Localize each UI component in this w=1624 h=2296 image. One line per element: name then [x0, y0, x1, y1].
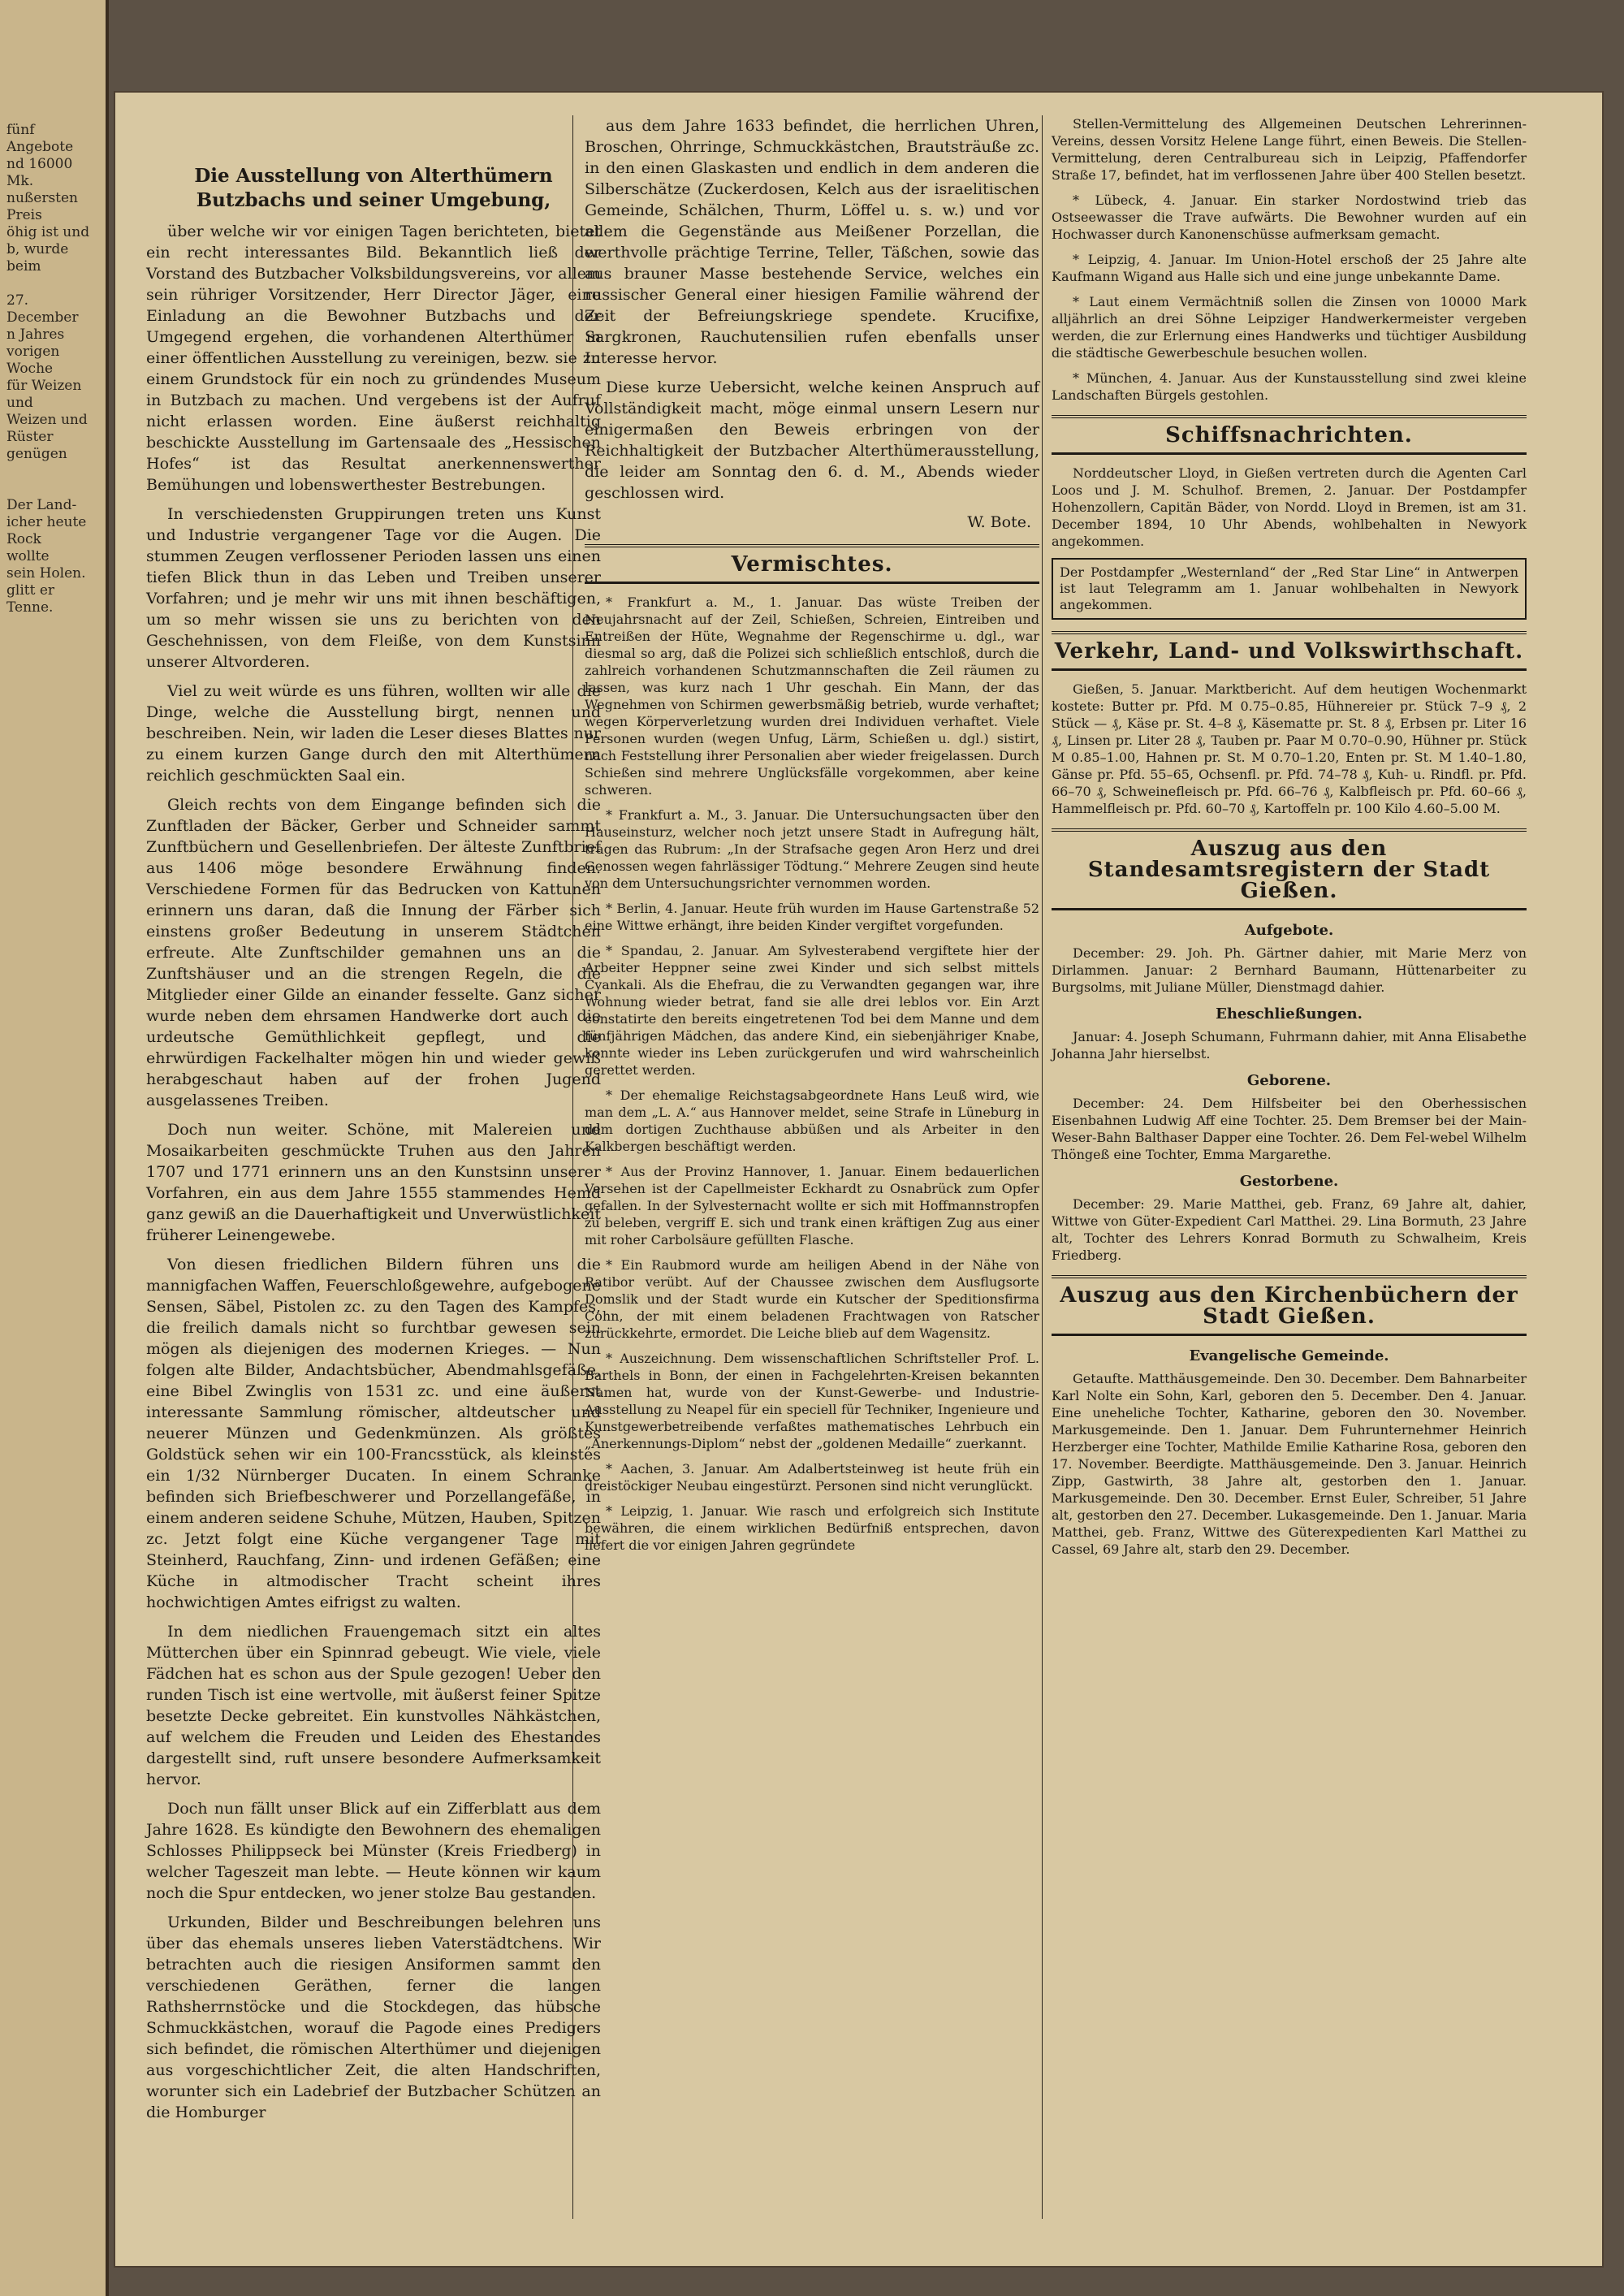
news-item: * Aachen, 3. Januar. Am Adalbertsteinweg ist heute früh ein dreistöckiger Neubau eingestürzt. Personen sind nicht verunglückt. — [585, 1461, 1039, 1494]
registry-subheading: Gestorbene. — [1239, 1173, 1339, 1190]
section-heading-vermischtes: Vermischtes. — [585, 544, 1039, 584]
section-heading-registry: Auszug aus den Standesamtsregistern der Stadt Gießen. — [1052, 828, 1527, 910]
church-subheading: Evangelische Gemeinde. — [1189, 1347, 1389, 1364]
registry-subheading: Aufgebote. — [1244, 922, 1334, 939]
article-paragraph: aus dem Jahre 1633 befindet, die herrlichen Uhren, Broschen, Ohrringe, Schmuckkästchen, Brautsträuße zc. in den einen Glaskasten und endlich in dem anderen die Silberschätze (Zuckerdosen, Kelch aus der israelitischen Gemeinde, Schälchen, Thurm, Löffel u. s. w.) und vor allem die Gegenstände aus Meißener Porzellan, die werthvolle prächtige Terrine, Teller, Täßchen, sowie das aus brauner Masse bestehende Service, welches ein russischer General einer hiesigen Familie während der Zeit der Befreiungskriege spendete. Krucifixe, Sargkronen, Rauchutensilien rufen ebenfalls unser Interesse hervor. — [585, 117, 1039, 367]
registry-entry: December: 29. Marie Matthei, geb. Franz, 69 Jahre alt, dahier, Wittwe von Güter-Expedient Carl Matthei. 29. Lina Bormuth, 23 Jahre alt, Tochter des Lehrers Konrad Bormuth zu Schwalheim, Kreis Friedberg. — [1052, 1196, 1527, 1263]
column-3 — [1052, 115, 1527, 1566]
column-rule — [1042, 115, 1043, 2219]
article-paragraph: In dem niedlichen Frauengemach sitzt ein altes Mütterchen über ein Spinnrad gebeugt. Wie viele, viele Fädchen hat es schon aus der Spule gezogen! Ueber den runden Tisch ist eine wertvolle, mit äußerst feiner Spitze besetzte Decke gebreitet. Ein kunstvolles Nähkästchen, auf welchem die Freuden und Leiden des Ehestandes dargestellt sind, ruft unsere besondere Aufmerksamkeit hervor. — [146, 1623, 601, 1788]
news-item: * Frankfurt a. M., 1. Januar. Das wüste Treiben der Neujahrsnacht auf der Zeil, Schießen, Schreien, Eintreiben und Entreißen der Hüte, Wegnahme der Regenschirme u. dgl., war diesmal so arg, daß die Polizei sich schließlich entschloß, durch die zahlreich vorhandenen Schutzmannschaften die Zeil räumen zu lassen, was kurz nach 1 Uhr geschah. Ein Mann, der das Wegnehmen von Schirmen gewerbsmäßig betrieb, wurde verhaftet; wegen Körperverletzung wurden drei Individuen verhaftet. Viele Personen wurden (wegen Unfug, Lärm, Schießen u. dgl.) sistirt, nach Feststellung ihrer Personalien aber wieder freigelassen. Durch Schießen sind mehrere Unglücksfälle vorgekommen, aber keine schweren. — [585, 595, 1039, 798]
column-2 — [585, 115, 1039, 1562]
registry-subheading: Geborene. — [1246, 1072, 1332, 1089]
news-item: Stellen-Vermittelung des Allgemeinen Deutschen Lehrerinnen-Vereins, dessen Vorsitz Helene Lange führt, einen Beweis. Die Stellen-Vermittelung, deren Centralbureau sich in Leipzig, Pfaffendorfer Straße 17, befindet, hat im verflossenen Jahre über 400 Stellen besetzt. — [1052, 116, 1527, 183]
news-item: * Lübeck, 4. Januar. Ein starker Nordostwind trieb das Ostseewasser die Trave aufwärts. Die Bewohner wurden auf ein Hochwasser durch Kanonenschüsse aufmerksam gemacht. — [1052, 192, 1527, 242]
section-heading-church: Auszug aus den Kirchenbüchern der Stadt Gießen. — [1052, 1275, 1527, 1336]
article-paragraph: über welche wir vor einigen Tagen berichteten, bietet ein recht interessantes Bild. Bekanntlich ließ der Vorstand des Butzbacher Volksbildungsvereins, vor allem sein rühriger Vorsitzender, Herr Director Jäger, eine Einladung an die Bewohner Butzbachs und der Umgegend ergehen, die vorhandenen Alterthümer in einer öffentlichen Ausstellung zu vereinigen, bezw. sie zu einem Grundstock für ein noch zu gründendes Museum in Butzbach zu machen. Und vergebens ist der Aufruf nicht erlassen worden. Eine äußerst reichhaltig beschickte Ausstellung im Gartensaale des „Hessischen Hofes“ ist das Resultat anerkennenswerther Bemühungen und lobenswerthester Bestrebungen. — [146, 223, 601, 494]
news-item: * Laut einem Vermächtniß sollen die Zinsen von 10000 Mark alljährlich an drei Söhne Leipziger Handwerkermeister vergeben werden, die zur Erlernung eines Handwerks und tüchtiger Ausbildung die städtische Gewerbeschule besuchen wollen. — [1052, 294, 1527, 361]
news-item: * Aus der Provinz Hannover, 1. Januar. Einem bedauerlichen Versehen ist der Capellmeister Eckhardt zu Osnabrück zum Opfer gefallen. In der Sylvesternacht wollte er sich mit Hoffmannstropfen zu beleben, vergriff E. sich und trank einen kräftigen Zug aus einer mit roher Carbolsäure gefüllten Flasche. — [585, 1164, 1039, 1247]
article-headline: Die Ausstellung von Alterthümern Butzbachs und seiner Umgebung, — [194, 165, 553, 211]
news-item: * Leipzig, 4. Januar. Im Union-Hotel erschoß der 25 Jahre alte Kaufmann Wigand aus Halle sich und eine junge unbekannte Dame. — [1052, 252, 1527, 284]
news-item: * München, 4. Januar. Aus der Kunstausstellung sind zwei kleine Landschaften Bürgels gestohlen. — [1052, 370, 1527, 403]
news-item: * Der ehemalige Reichstagsabgeordnete Hans Leuß wird, wie man dem „L. A.“ aus Hannover meldet, seine Strafe in Lüneburg in dem dortigen Zuchthause abbüßen und als Arbeiter in den Kalkbergen beschäftigt werden. — [585, 1087, 1039, 1154]
ship-notice-box: Der Postdampfer „Westernland“ der „Red Star Line“ in Antwerpen ist laut Telegramm am 1. Januar wohlbehalten in Newyork angekommen. — [1052, 558, 1527, 620]
news-item: * Leipzig, 1. Januar. Wie rasch und erfolgreich sich Institute bewähren, die einem wirklichen Bedürfniß entsprechen, davon liefert die vor einigen Jahren gegründete — [585, 1503, 1039, 1553]
registry-entry: Januar: 4. Joseph Schumann, Fuhrmann dahier, mit Anna Elisabethe Johanna Jahr hierselbst. — [1052, 1029, 1527, 1062]
market-report: Gießen, 5. Januar. Marktbericht. Auf dem heutigen Wochenmarkt kostete: Butter pr. Pfd. M 0.75–0.85, Hühnereier pr. Stück 7–9 ₰, 2 Stück — ₰, Käse pr. St. 4–8 ₰, Käsematte pr. St. 8 ₰, Erbsen pr. Liter 16 ₰, Linsen pr. Liter 28 ₰, Tauben pr. Paar M 0.70–0.90, Hühner pr. Stück M 0.85–1.00, Hahnen pr. St. M 0.70–1.20, Enten pr. St. M 1.40–1.80, Gänse pr. Pfd. 55–65, Ochsenfl. pr. Pfd. 74–78 ₰, Kuh- u. Rindfl. pr. Pfd. 66–70 ₰, Schweinefleisch pr. Pfd. 66–76 ₰, Kalbfleisch pr. Pfd. 60–66 ₰, Hammelfleisch pr. Pfd. 60–70 ₰, Kartoffeln pr. 100 Kilo 4.60–5.00 M. — [1052, 681, 1527, 816]
news-item: * Frankfurt a. M., 3. Januar. Die Untersuchungsacten über den Hauseinsturz, welcher noch jetzt unsere Stadt in Aufregung hält, tragen das Rubrum: „In der Strafsache gegen Aron Herz und drei Genossen wegen fahrlässiger Tödtung.“ Mehrere Zeugen sind heute von dem Untersuchungsrichter vernommen worden. — [585, 807, 1039, 891]
article-paragraph: Diese kurze Uebersicht, welche keinen Anspruch auf Vollständigkeit macht, möge einmal unsern Lesern nur einigermaßen den Beweis erbringen von der Reichhaltigkeit der Butzbacher Alterthümerausstellung, die leider am Sonntag den 6. d. M., Abends wieder geschlossen wird. — [585, 378, 1039, 502]
newspaper-page — [114, 91, 1604, 2268]
news-item: * Berlin, 4. Januar. Heute früh wurden im Hause Gartenstraße 52 eine Wittwe erhängt, ihre beiden Kinder vergiftet vorgefunden. — [585, 901, 1039, 933]
registry-entry: December: 29. Joh. Ph. Gärtner dahier, mit Marie Merz von Dirlammen. Januar: 2 Bernhard Baumann, Hüttenarbeiter zu Burgsolms, mit Juliane Müller, Dienstmagd dahier. — [1052, 945, 1527, 995]
ship-news: Norddeutscher Lloyd, in Gießen vertreten durch die Agenten Carl Loos und J. M. Schulhof. Bremen, 2. Januar. Der Postdampfer Hohenzollern, Capitän Bäder, von Nordd. Lloyd in Bremen, ist am 31. December 1894, 10 Uhr Abends, wohlbehalten in Newyork angekommen. — [1052, 465, 1527, 549]
article-paragraph: Gleich rechts von dem Eingange befinden sich die Zunftladen der Bäcker, Gerber und Schneider sammt Zunftbüchern und Gesellenbriefen. Der älteste Zunftbrief aus 1406 möge besondere Erwähnung finden. Verschiedene Formen für das Bedrucken von Kattunen erinnern uns daran, daß die Innung der Färber sich einstens großer Bedeutung in unserem Städtchen erfreute. Alte Zunftschilder gemahnen uns an die Zunftshäuser und an die strengen Regeln, die die Mitglieder einer Gilde an einander fesselte. Ganz sicher wurde neben dem ehrsamen Handwerke dort auch die urdeutsche Gemüthlichkeit gepflegt, und die ehrwürdigen Fackelhalter mögen hin und wieder gewiß herabgeschaut haben auf der frohen Jugend ausgelassenes Treiben. — [146, 796, 601, 1109]
column-1 — [146, 164, 601, 2131]
section-heading-traffic: Verkehr, Land- und Volkswirthschaft. — [1052, 631, 1527, 671]
article-paragraph: Von diesen friedlichen Bildern führen uns die mannigfachen Waffen, Feuerschloßgewehre, aufgebogene Sensen, Säbel, Pistolen zc. zu den Tagen des Kampfes, die freilich damals nicht so furchtbar gewesen sein mögen als diejenigen des modernen Krieges. — Nun folgen alte Bilder, Andachtsbücher, Abendmahlsgefäße, eine Bibel Zwinglis von 1531 zc. und eine äußerst interessante Sammlung römischer, altdeutscher und neuerer Münzen und Gedenkmünzen. Als größtes Goldstück sehen wir ein 100-Francsstück, als kleinstes ein 1/32 Nürnberger Ducaten. In einem Schranke befinden sich Briefbeschwerer und Porzellangefäße, in einem anderen seidene Schuhe, Mützen, Hauben, Spitzen zc. Jetzt folgt eine Küche vergangener Tage mit Steinherd, Rauchfang, Zinn- und irdenen Gefäßen; eine Küche in altmodischer Tracht scheint ihres hochwichtigen Amtes eifrigst zu walten. — [146, 1256, 601, 1611]
article-paragraph: Urkunden, Bilder und Beschreibungen belehren uns über das ehemals unseres lieben Vaterstädtchens. Wir betrachten auch die riesigen Ansiformen sammt den verschiedenen Geräthen, ferner die langen Rathsherrnstöcke und die Stockdegen, das hübsche Schmuckkästchen, worauf die Pagode eines Predigers sich befindet, die römischen Alterthümer und diejenigen aus vorgeschichtlicher Zeit, die alten Handschriften, worunter sich ein Ladebrief der Butzbacher Schützen an die Homburger — [146, 1913, 601, 2121]
article-paragraph: In verschiedensten Gruppirungen treten uns Kunst und Industrie vergangener Tage vor die Augen. Die stummen Zeugen verflossener Perioden lassen uns einen tiefen Blick thun in das Leben und Treiben unserer Vorfahren; und je mehr wir uns mit ihnen beschäftigen, um so mehr wissen sie uns zu berichten von den Geschehnissen, von dem Fleiße, von dem Kunstsinn unserer Altvorderen. — [146, 505, 601, 671]
adjacent-page-text: fünf Angebote nd 16000 Mk. nußersten Preis öhig ist und b, wurde beim 27. December n Jahres vorigen Woche für Weizen und Weizen und Rüster genügen Der Land- icher heute Rock wollte sein Holen. glitt er Tenne. — [6, 122, 90, 616]
church-entries: Getaufte. Matthäusgemeinde. Den 30. December. Dem Bahnarbeiter Karl Nolte ein Sohn, Karl, geboren den 5. December. Den 4. Januar. Eine uneheliche Tochter, Katharine, geboren den 30. November. Markusgemeinde. Den 1. Januar. Dem Fuhrunternehmer Heinrich Herzberger eine Tochter, Mathilde Emilie Katharine Rosa, geboren den 17. November. Beerdigte. Matthäusgemeinde. Den 3. Januar. Heinrich Zipp, Gastwirth, 38 Jahre alt, gestorben den 1. Januar. Markusgemeinde. Den 30. December. Ernst Euler, Schreiber, 51 Jahre alt, gestorben den 27. December. Lukasgemeinde. Den 1. Januar. Maria Matthei, geb. Franz, Wittwe des Güterexpedienten Karl Matthei zu Cassel, 69 Jahre alt, starb den 29. December. — [1052, 1371, 1527, 1557]
news-item: * Ein Raubmord wurde am heiligen Abend in der Nähe von Ratibor verübt. Auf der Chaussee zwischen dem Ausflugsorte Domslik und der Stadt wurde ein Kutscher der Speditionsfirma Cohn, der mit einem beladenen Frachtwagen von Ratscher zurückkehrte, ermordet. Die Leiche blieb auf dem Wagensitz. — [585, 1257, 1039, 1341]
section-heading-ships: Schiffsnachrichten. — [1052, 415, 1527, 455]
article-signoff: W. Bote. — [967, 513, 1031, 531]
news-item: * Auszeichnung. Dem wissenschaftlichen Schriftsteller Prof. L. Barthels in Bonn, der einen in Fachgelehrten-Kreisen bekannten Namen hat, wurde von der Kunst-Gewerbe- und Industrie-Ausstellung zu Neapel für ein speciell für Techniker, Ingenieure und Kunstgewerbetreibende verfaßtes mathematisches Lehrbuch ein „Anerkennungs-Diplom“ nebst der „goldenen Medaille“ zuerkannt. — [585, 1351, 1039, 1451]
article-paragraph: Doch nun fällt unser Blick auf ein Zifferblatt aus dem Jahre 1628. Es kündigte den Bewohnern des ehemaligen Schlosses Philippseck bei Münster (Kreis Friedberg) in welcher Tageszeit man lebte. — Heute können wir kaum noch die Spur entdecken, wo jener stolze Bau gestanden. — [146, 1800, 601, 1902]
news-item: * Spandau, 2. Januar. Am Sylvesterabend vergiftete hier der Arbeiter Heppner seine zwei Kinder und sich selbst mittels Cyankali. Als die Ehefrau, die zu Verwandten gegangen war, ihre Wohnung wieder betrat, fand sie alle drei leblos vor. Ein Arzt constatirte den bereits eingetretenen Tod bei dem Manne und dem fünfjährigen Mädchen, das andere Kind, ein siebenjähriger Knabe, konnte wieder ins Leben zurückgerufen und wird wahrscheinlich gerettet werden. — [585, 943, 1039, 1078]
article-paragraph: Viel zu weit würde es uns führen, wollten wir alle die Dinge, welche die Ausstellung birgt, nennen und beschreiben. Nein, wir laden die Leser dieses Blattes nur zu einem kurzen Gange durch den mit Alterthümern reichlich geschmückten Saal ein. — [146, 682, 601, 785]
registry-subheading: Eheschließungen. — [1216, 1005, 1363, 1023]
registry-entry: December: 24. Dem Hilfsbeiter bei den Oberhessischen Eisenbahnen Ludwig Aff eine Tochter. 25. Dem Bremser bei der Main-Weser-Bahn Balthaser Dapper eine Tochter. 26. Dem Fel-webel Wilhelm Thöngeß eine Tochter, Emma Margarethe. — [1052, 1096, 1527, 1162]
article-paragraph: Doch nun weiter. Schöne, mit Malereien und Mosaikarbeiten geschmückte Truhen aus den Jahren 1707 und 1771 erinnern uns an den Kunstsinn unserer Vorfahren, ein aus dem Jahre 1555 stammendes Hemd ganz gewiß an die Dauerhaftigkeit und Unverwüstlichkeit früherer Leinengewebe. — [146, 1121, 601, 1244]
adjacent-page-edge — [0, 0, 109, 2296]
